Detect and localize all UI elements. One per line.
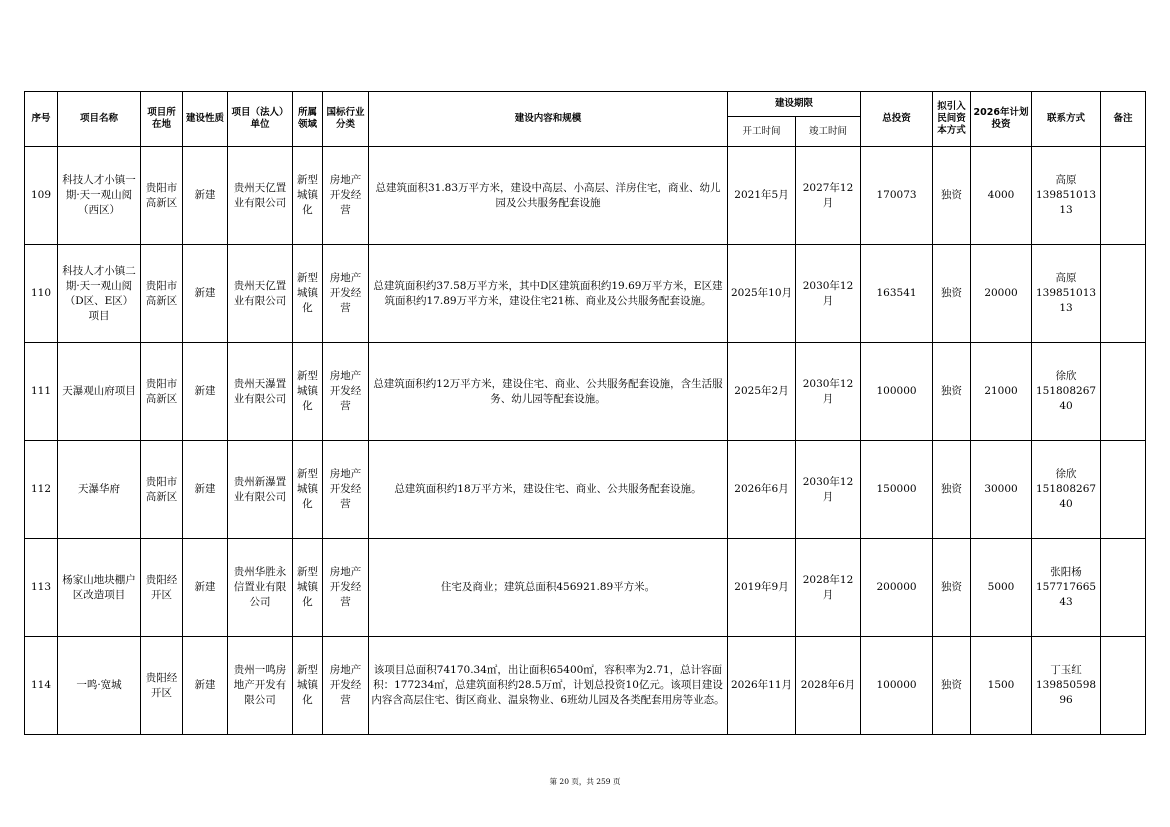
project-name-cell: 天瀑华府 [58,441,141,539]
header-plan: 2026年计划投资 [971,92,1032,147]
seq-cell: 114 [25,637,58,735]
capital-mode-cell: 独资 [933,539,971,637]
table-row [25,147,1146,245]
project-table [24,91,1146,735]
content-cell: 总建筑面积约18万平方米，建设住宅、商业、公共服务配套设施。 [369,441,728,539]
location-cell: 贵阳经开区 [141,637,183,735]
seq-cell: 111 [25,343,58,441]
header-nature: 建设性质 [183,92,228,147]
contact-cell [1032,343,1101,441]
location-cell: 贵阳市高新区 [141,441,183,539]
header-location: 项目所在地 [141,92,183,147]
capital-mode-cell: 独资 [933,637,971,735]
contact-cell [1032,147,1101,245]
location-cell: 贵阳市高新区 [141,147,183,245]
header-remark: 备注 [1101,92,1146,147]
unit-cell: 贵州天亿置业有限公司 [228,245,293,343]
total-investment-cell: 150000 [861,441,933,539]
remark-cell [1101,147,1146,245]
field-cell: 新型城镇化 [293,539,323,637]
remark-cell [1101,441,1146,539]
total-investment-cell: 100000 [861,343,933,441]
contact-phone: 15180826740 [1035,483,1097,510]
contact-name: 徐欣 [1055,468,1077,480]
contact-phone: 13985059896 [1035,679,1097,706]
header-name: 项目名称 [58,92,141,147]
project-name-cell: 杨家山地块棚户区改造项目 [58,539,141,637]
content-cell: 住宅及商业；建筑总面积456921.89平方米。 [369,539,728,637]
contact-name: 徐欣 [1055,370,1077,382]
end-date-cell: 2028年12月 [796,539,861,637]
table-row [25,245,1146,343]
project-name-cell: 天瀑观山府项目 [58,343,141,441]
industry-cell: 房地产开发经营 [323,343,369,441]
capital-mode-cell: 独资 [933,343,971,441]
content-cell: 总建筑面积约37.58万平方米，其中D区建筑面积约19.69万平方米，E区建筑面积约17.89万平方米，建设住宅21栋、商业及公共服务配套设施。 [369,245,728,343]
header-contact: 联系方式 [1032,92,1101,147]
content-cell: 总建筑面积约12万平方米，建设住宅、商业、公共服务配套设施，含生活服务、幼儿园等配套设施。 [369,343,728,441]
total-investment-cell: 100000 [861,637,933,735]
nature-cell: 新建 [183,441,228,539]
remark-cell [1101,343,1146,441]
location-cell: 贵阳市高新区 [141,245,183,343]
table-row [25,539,1146,637]
plan-investment-cell: 4000 [971,147,1032,245]
nature-cell: 新建 [183,637,228,735]
table-body [25,147,1146,735]
nature-cell: 新建 [183,343,228,441]
unit-cell: 贵州天瀑置业有限公司 [228,343,293,441]
content-cell: 该项目总面积74170.34㎡，出让面积65400㎡，容积率为2.71，总计容面积：177234㎡，总建筑面积约28.5万㎡，计划总投资10亿元。该项目建设内容含高层住宅、街区商业、温泉物业、6班幼儿园及各类配套用房等业态。 [369,637,728,735]
page-footer: 第 20 页，共 259 页 [549,777,621,786]
content-cell: 总建筑面积31.83万平方米，建设中高层、小高层、洋房住宅，商业、幼儿园及公共服务配套设施 [369,147,728,245]
start-date-cell: 2026年6月 [728,441,796,539]
unit-cell: 贵州华胜永信置业有限公司 [228,539,293,637]
seq-cell: 109 [25,147,58,245]
location-cell: 贵阳市高新区 [141,343,183,441]
project-name-cell: 一鸣·宽城 [58,637,141,735]
nature-cell: 新建 [183,147,228,245]
header-seq: 序号 [25,92,58,147]
header-period: 建设期限 [728,92,861,117]
header-total: 总投资 [861,92,933,147]
unit-cell: 贵州天亿置业有限公司 [228,147,293,245]
contact-cell [1032,441,1101,539]
start-date-cell: 2025年10月 [728,245,796,343]
start-date-cell: 2025年2月 [728,343,796,441]
header-start: 开工时间 [728,117,796,147]
plan-investment-cell: 30000 [971,441,1032,539]
contact-phone: 15180826740 [1035,385,1097,412]
remark-cell [1101,539,1146,637]
contact-name: 高原 [1055,272,1077,284]
industry-cell: 房地产开发经营 [323,539,369,637]
plan-investment-cell: 1500 [971,637,1032,735]
contact-cell [1032,539,1101,637]
start-date-cell: 2019年9月 [728,539,796,637]
header-field: 所属领域 [293,92,323,147]
industry-cell: 房地产开发经营 [323,147,369,245]
field-cell: 新型城镇化 [293,343,323,441]
project-name-cell: 科技人才小镇二期·天一观山阅（D区、E区）项目 [58,245,141,343]
start-date-cell: 2026年11月 [728,637,796,735]
industry-cell: 房地产开发经营 [323,245,369,343]
contact-name: 张阳杨 [1050,566,1082,578]
contact-phone: 13985101313 [1035,287,1097,314]
nature-cell: 新建 [183,245,228,343]
capital-mode-cell: 独资 [933,441,971,539]
contact-phone: 13985101313 [1035,189,1097,216]
plan-investment-cell: 21000 [971,343,1032,441]
seq-cell: 112 [25,441,58,539]
industry-cell: 房地产开发经营 [323,637,369,735]
end-date-cell: 2028年6月 [796,637,861,735]
contact-cell [1032,245,1101,343]
contact-name: 丁玉红 [1050,664,1082,676]
contact-cell [1032,637,1101,735]
remark-cell [1101,637,1146,735]
plan-investment-cell: 20000 [971,245,1032,343]
contact-name: 高原 [1055,174,1077,186]
total-investment-cell: 200000 [861,539,933,637]
header-capital: 拟引入民间资本方式 [933,92,971,147]
start-date-cell: 2021年5月 [728,147,796,245]
total-investment-cell: 170073 [861,147,933,245]
end-date-cell: 2030年12月 [796,343,861,441]
seq-cell: 110 [25,245,58,343]
field-cell: 新型城镇化 [293,637,323,735]
location-cell: 贵阳经开区 [141,539,183,637]
capital-mode-cell: 独资 [933,245,971,343]
end-date-cell: 2030年12月 [796,441,861,539]
contact-phone: 15771766543 [1035,581,1097,608]
header-content: 建设内容和规模 [369,92,728,147]
field-cell: 新型城镇化 [293,245,323,343]
header-industry: 国标行业分类 [323,92,369,147]
remark-cell [1101,245,1146,343]
table-row [25,441,1146,539]
header-end: 竣工时间 [796,117,861,147]
unit-cell: 贵州新瀑置业有限公司 [228,441,293,539]
project-name-cell: 科技人才小镇一期·天一观山阅（西区） [58,147,141,245]
unit-cell: 贵州一鸣房地产开发有限公司 [228,637,293,735]
industry-cell: 房地产开发经营 [323,441,369,539]
plan-investment-cell: 5000 [971,539,1032,637]
end-date-cell: 2027年12月 [796,147,861,245]
field-cell: 新型城镇化 [293,441,323,539]
header-unit: 项目（法人）单位 [228,92,293,147]
table-row [25,343,1146,441]
capital-mode-cell: 独资 [933,147,971,245]
field-cell: 新型城镇化 [293,147,323,245]
total-investment-cell: 163541 [861,245,933,343]
nature-cell: 新建 [183,539,228,637]
seq-cell: 113 [25,539,58,637]
end-date-cell: 2030年12月 [796,245,861,343]
table-row [25,637,1146,735]
